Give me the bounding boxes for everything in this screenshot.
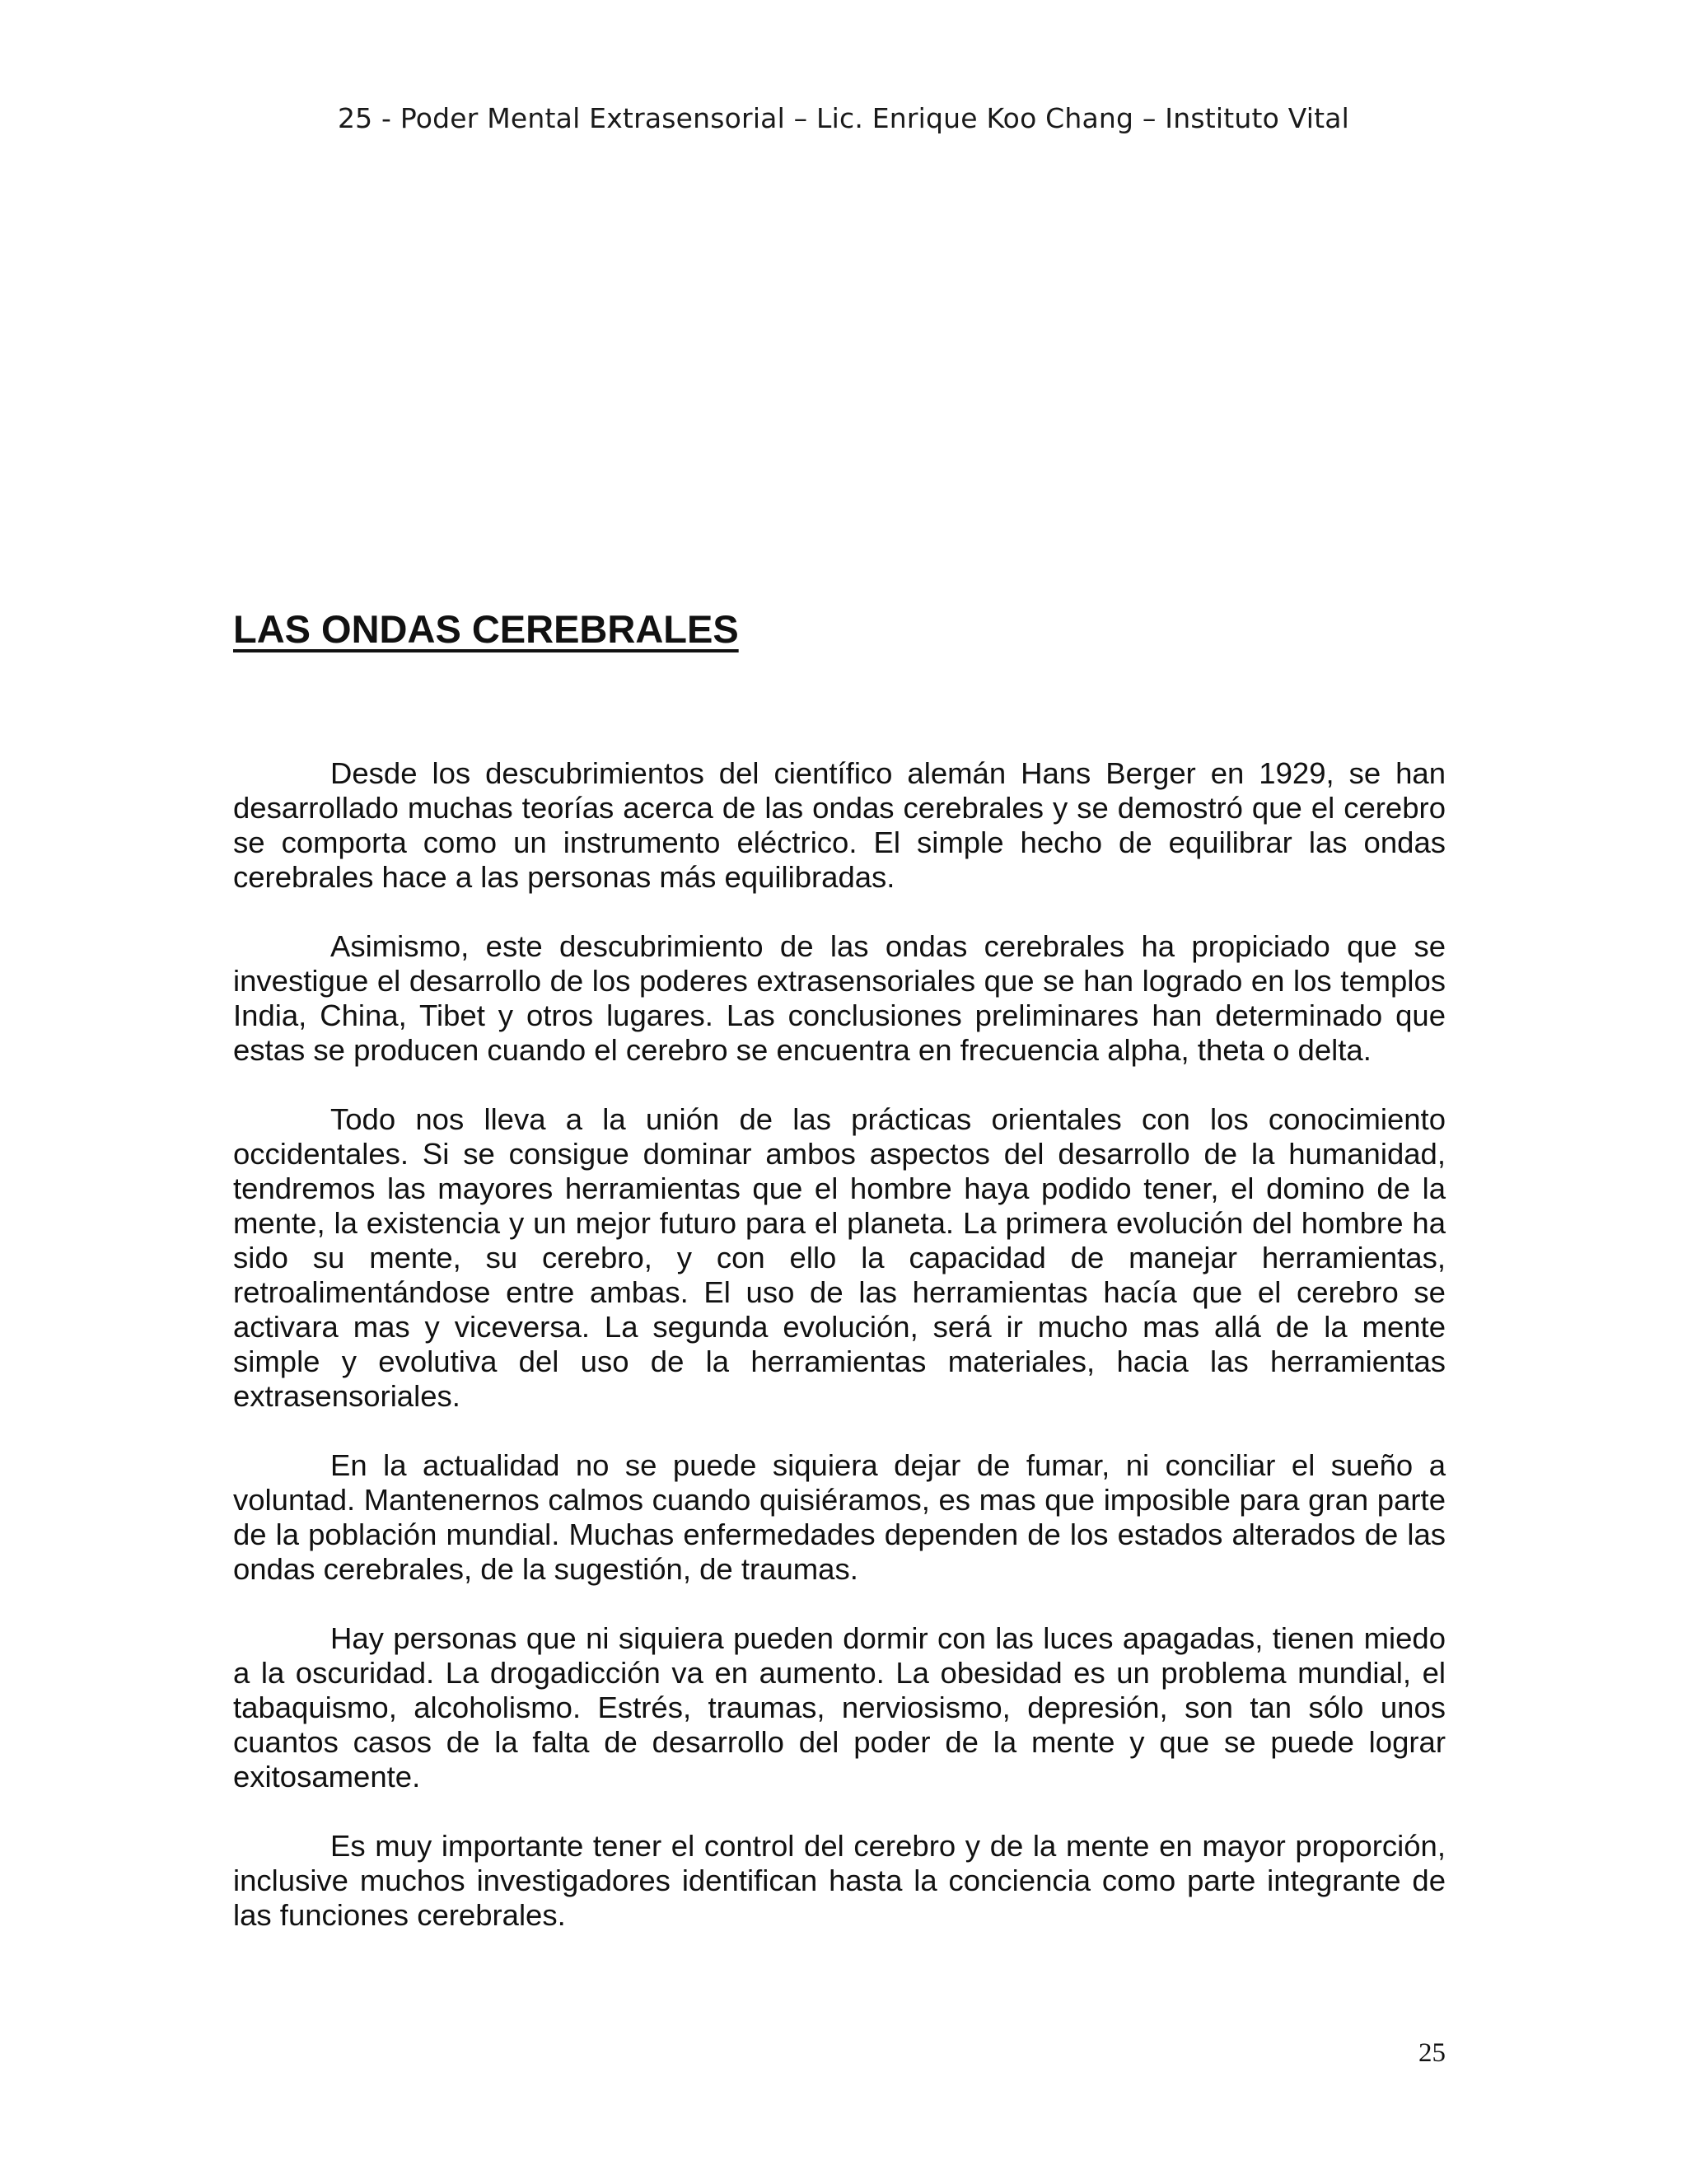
body-text bbox=[233, 756, 1446, 1967]
paragraph: En la actualidad no se puede siquiera dejar de fumar, ni conciliar el sueño a voluntad. Mantenernos calmos cuando quisiéramos, es mas que imposible para gran parte de la población mundial. Muchas enfermedades dependen de los estados alterados de las ondas cerebrales, de la sugestión, de traumas. bbox=[233, 1448, 1446, 1586]
paragraph: Desde los descubrimientos del científico alemán Hans Berger en 1929, se han desarrollado muchas teorías acerca de las ondas cerebrales y se demostró que el cerebro se comporta como un instrumento eléctrico. El simple hecho de equilibrar las ondas cerebrales hace a las personas más equilibradas. bbox=[233, 756, 1446, 894]
page-title: LAS ONDAS CEREBRALES bbox=[233, 607, 739, 651]
paragraph: Asimismo, este descubrimiento de las ondas cerebrales ha propiciado que se investigue el desarrollo de los poderes extrasensoriales que se han logrado en los templos India, China, Tibet y otros lugares. Las conclusiones preliminares han determinado que estas se producen cuando el cerebro se encuentra en frecuencia alpha, theta o delta. bbox=[233, 929, 1446, 1067]
paragraph: Es muy importante tener el control del cerebro y de la mente en mayor proporción, inclusive muchos investigadores identifican hasta la conciencia como parte integrante de las funciones cerebrales. bbox=[233, 1829, 1446, 1932]
paragraph: Todo nos lleva a la unión de las prácticas orientales con los conocimiento occidentales. Si se consigue dominar ambos aspectos del desarrollo de la humanidad, tendremos las mayores herramientas que el hombre haya podido tener, el domino de la mente, la existencia y un mejor futuro para el planeta. La primera evolución del hombre ha sido su mente, su cerebro, y con ello la capacidad de manejar herramientas, retroalimentándose entre ambas. El uso de las herramientas hacía que el cerebro se activara mas y viceversa. La segunda evolución, será ir mucho mas allá de la mente simple y evolutiva del uso de la herramientas materiales, hacia las herramientas extrasensoriales. bbox=[233, 1102, 1446, 1413]
running-header: 25 - Poder Mental Extrasensorial – Lic. Enrique Koo Chang – Instituto Vital bbox=[337, 102, 1350, 134]
page-number: 25 bbox=[1418, 2038, 1446, 2068]
paragraph: Hay personas que ni siquiera pueden dormir con las luces apagadas, tienen miedo a la oscuridad. La drogadicción va en aumento. La obesidad es un problema mundial, el tabaquismo, alcoholismo. Estrés, traumas, nerviosismo, depresión, son tan sólo unos cuantos casos de la falta de desarrollo del poder de la mente y que se puede lograr exitosamente. bbox=[233, 1621, 1446, 1793]
